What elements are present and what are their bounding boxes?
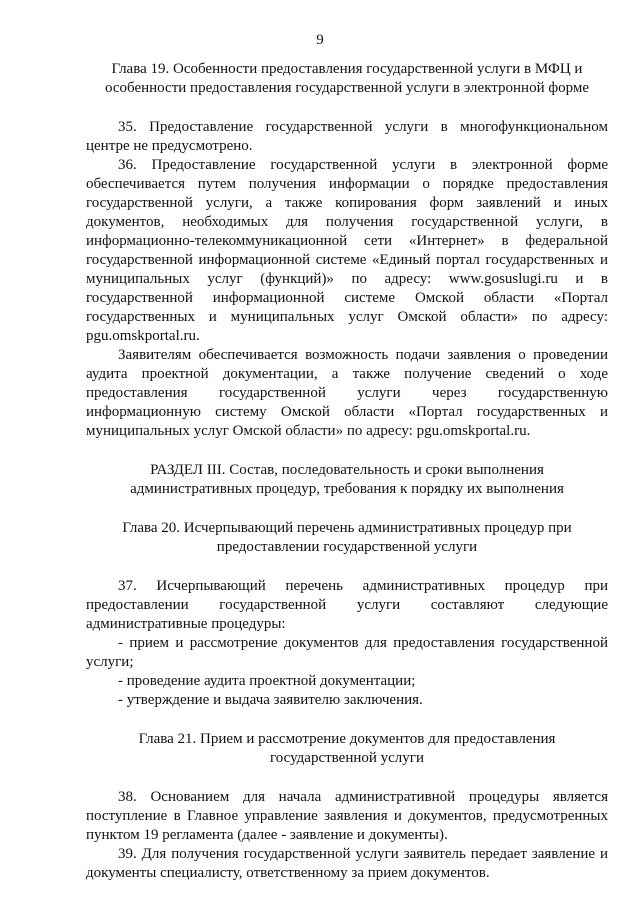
paragraph-36: 36. Предоставление государственной услуги в электронной форме обеспечивается путем получения информации о порядке предоставления государственной услуги, а также копирования форм заявлений и иных документов, необходимых для получения государственной услуги, в информационно-телекоммуникационной сети «Интернет» в федеральной государственной информационной системе «Единый портал государственных и муниципальных услуг (функций)» по адресу: www.gosuslugi.ru и в государственной информационной системе Омской области «Портал государственных и муниципальных услуг Омской области» по адресу: pgu.omskportal.ru. xyxy=(86,157,608,344)
procedure-item: - утверждение и выдача заявителю заключения. xyxy=(118,692,423,708)
paragraph-39: 39. Для получения государственной услуги заявитель передает заявление и документы специалисту, ответственному за прием документов. xyxy=(86,846,608,881)
chapter-20-heading: Глава 20. Исчерпывающий перечень административных процедур при предоставлении государственной услуги xyxy=(122,520,572,555)
paragraph-38: 38. Основанием для начала административной процедуры является поступление в Главное управление заявления и документов, предусмотренных пунктом 19 регламента (далее - заявление и документы). xyxy=(86,789,608,843)
chapter-21-heading: Глава 21. Прием и рассмотрение документов для предоставления государственной услуги xyxy=(138,731,556,766)
paragraph-37: 37. Исчерпывающий перечень административных процедур при предоставлении государственной услуги составляют следующие административные процедуры: xyxy=(86,578,608,632)
procedure-item: - проведение аудита проектной документации; xyxy=(118,673,416,689)
paragraph-applicants: Заявителям обеспечивается возможность подачи заявления о проведении аудита проектной документации, а также получение сведений о ходе предоставления государственной услуги через государственную информационную систему Омской области «Портал государственных и муниципальных услуг Омской области» по адресу: pgu.omskportal.ru. xyxy=(86,347,608,439)
paragraph-35: 35. Предоставление государственной услуги в многофункциональном центре не предусмотрено. xyxy=(86,119,608,154)
chapter-19-heading: Глава 19. Особенности предоставления государственной услуги в МФЦ и особенности предоставления государственной услуги в электронной форме xyxy=(105,61,589,96)
page-number: 9 xyxy=(316,32,324,48)
procedure-item: - прием и рассмотрение документов для предоставления государственной услуги; xyxy=(86,635,608,670)
section-3-heading: РАЗДЕЛ III. Состав, последовательность и сроки выполнения административных процедур, требования к порядку их выполнения xyxy=(130,462,564,497)
